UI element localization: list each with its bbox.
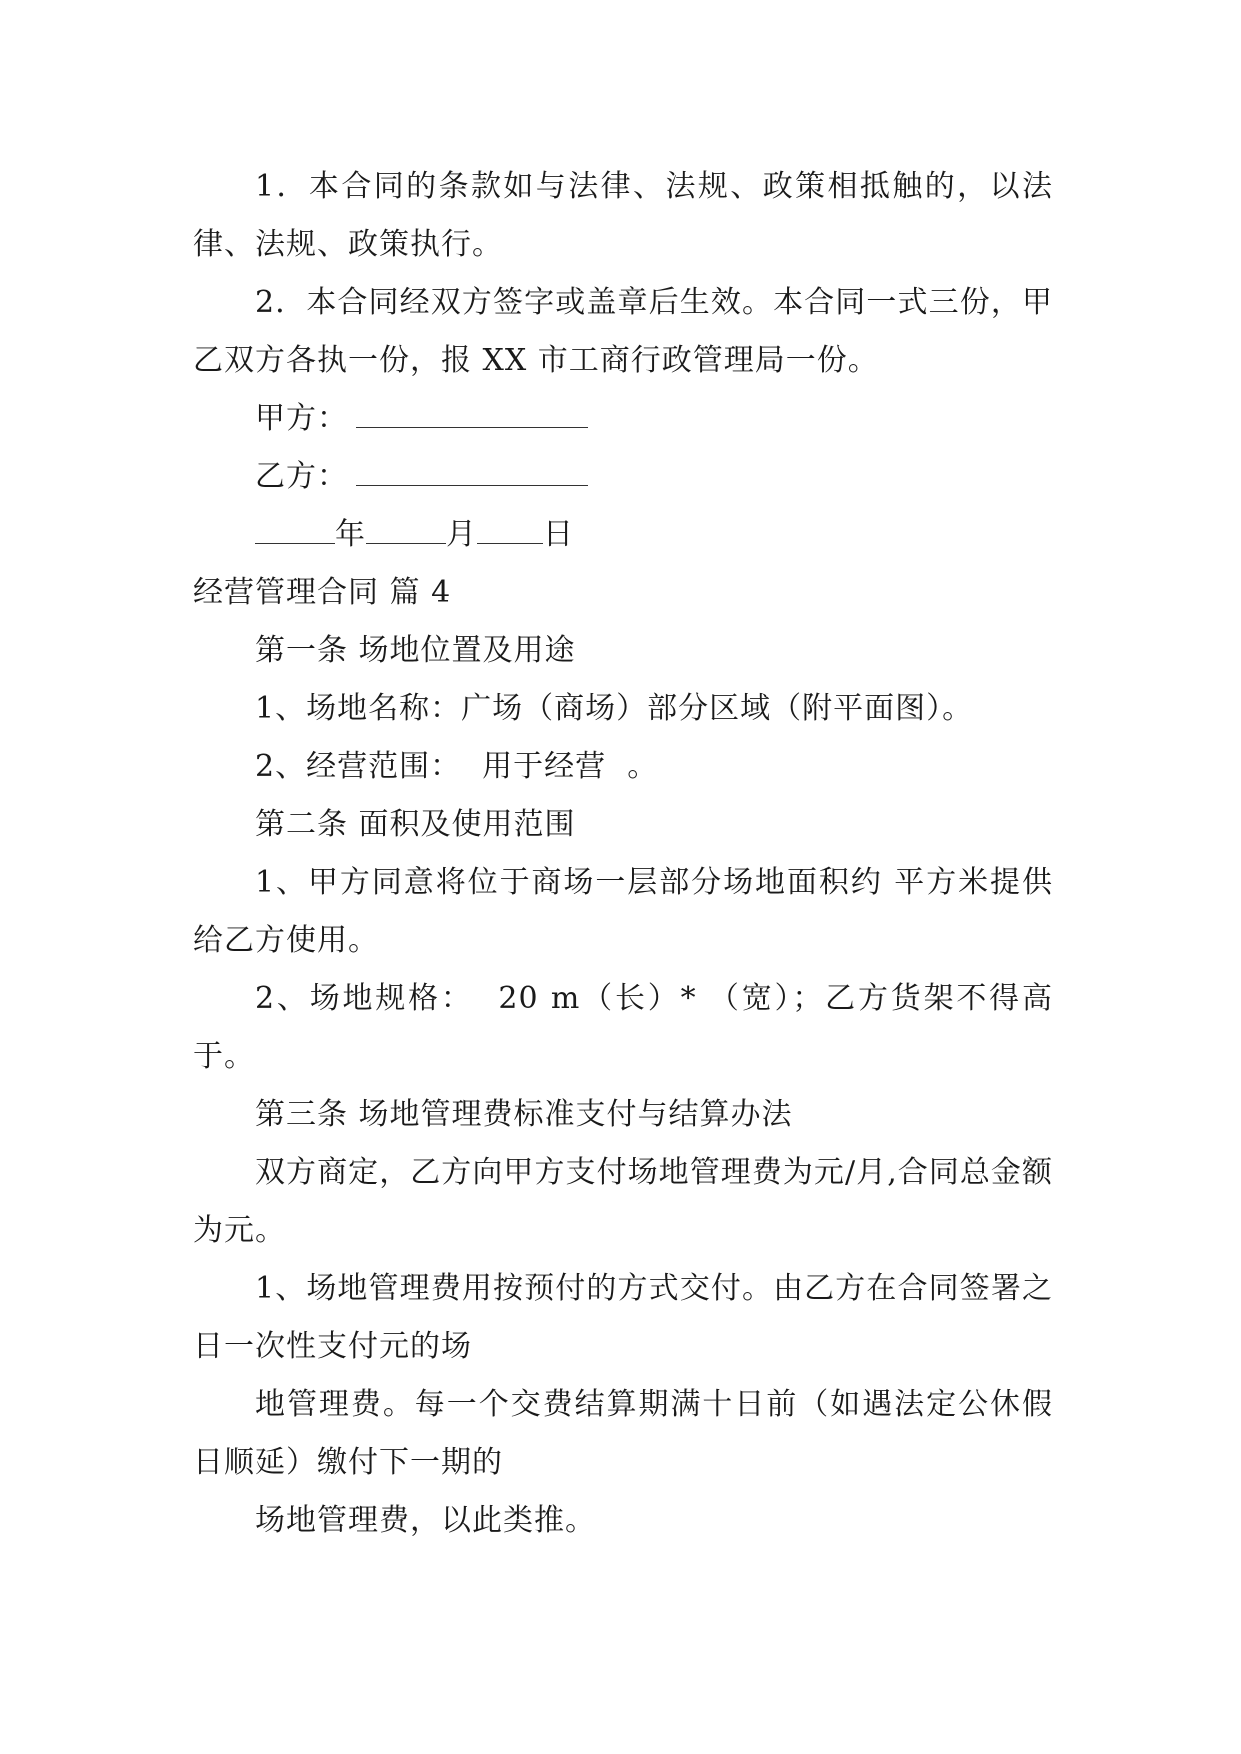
article-2-item-1: 1、甲方同意将位于商场一层部分场地面积约 平方米提供给乙方使用。 [193, 865, 1053, 958]
article-3-item-1: 1、场地管理费用按预付的方式交付。由乙方在合同签署之日一次性支付元的场 [193, 1271, 1053, 1364]
section-title: 经营管理合同 篇 4 [193, 575, 452, 610]
party-a-label: 甲方： [255, 401, 348, 436]
month-blank [366, 517, 446, 544]
article-3-heading: 第三条 场地管理费标准支付与结算办法 [255, 1097, 793, 1132]
year-blank [255, 517, 335, 544]
document-body [193, 158, 1053, 1550]
article-1-item-1: 1、场地名称：广场（商场）部分区域（附平面图）。 [255, 691, 974, 726]
clause-paragraph-1: 1．本合同的条款如与法律、法规、政策相抵触的，以法律、法规、政策执行。 [193, 169, 1053, 262]
article-2-item-2: 2、场地规格： 20 m（长）* （宽）；乙方货架不得高于。 [193, 981, 1053, 1074]
party-b-label: 乙方： [255, 459, 348, 494]
party-b-signature-line [193, 448, 1053, 506]
article-1-heading: 第一条 场地位置及用途 [255, 633, 576, 668]
article-2-heading: 第二条 面积及使用范围 [255, 807, 576, 842]
month-label: 月 [446, 517, 477, 552]
article-3-intro: 双方商定，乙方向甲方支付场地管理费为元/月,合同总金额为元。 [193, 1155, 1053, 1248]
year-label: 年 [335, 517, 366, 552]
day-blank [477, 517, 543, 544]
article-1-item-2: 2、经营范围： 用于经营 。 [255, 749, 659, 784]
day-label: 日 [543, 517, 574, 552]
party-b-blank [356, 459, 588, 486]
party-a-signature-line [193, 390, 1053, 448]
party-a-blank [356, 401, 588, 428]
article-3-item-1-cont: 地管理费。每一个交费结算期满十日前（如遇法定公休假日顺延）缴付下一期的 [193, 1387, 1053, 1480]
date-line [193, 506, 1053, 564]
article-3-item-1-end: 场地管理费，以此类推。 [255, 1503, 596, 1538]
clause-paragraph-2: 2．本合同经双方签字或盖章后生效。本合同一式三份，甲乙双方各执一份，报 XX 市工商行政管理局一份。 [193, 285, 1053, 378]
